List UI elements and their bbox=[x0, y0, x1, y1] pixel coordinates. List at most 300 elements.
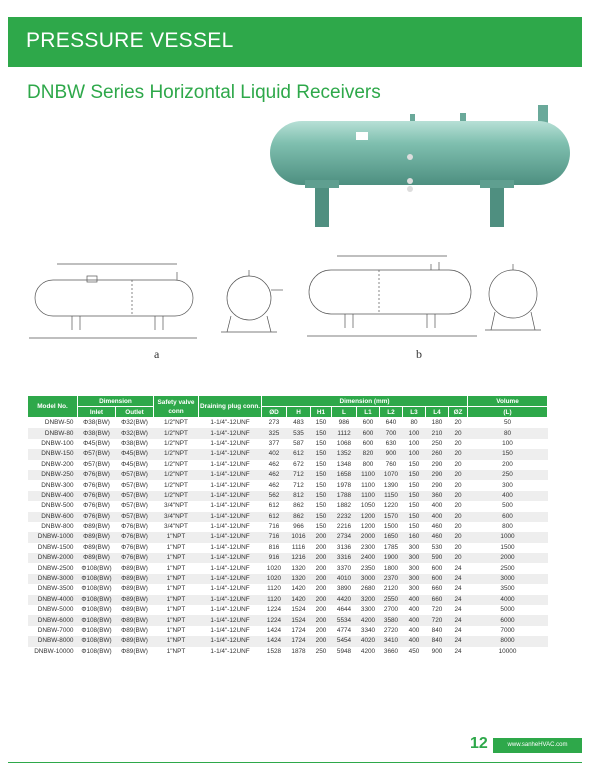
table-cell: 20 bbox=[449, 428, 468, 438]
table-cell: 1524 bbox=[291, 606, 306, 614]
table-cell: 5000 bbox=[500, 606, 515, 614]
header-safety-valve: Safety valve conn bbox=[154, 396, 199, 418]
table-cell: 1050 bbox=[360, 502, 376, 510]
table-cell: 150 bbox=[408, 460, 420, 468]
table-cell: 1"NPT bbox=[154, 636, 199, 646]
table-cell: 612 bbox=[287, 449, 311, 459]
table-cell: 3410 bbox=[380, 636, 403, 646]
table-cell: 1-1/4"-12UNF bbox=[210, 439, 250, 447]
table-cell: 1/2"NPT bbox=[154, 428, 199, 438]
table-row bbox=[28, 460, 548, 470]
table-cell: 150 bbox=[468, 449, 548, 459]
table-cell: 160 bbox=[403, 532, 426, 542]
table-cell: 460 bbox=[431, 523, 443, 531]
table-cell: 3580 bbox=[380, 615, 403, 625]
table-cell: 1120 bbox=[267, 585, 281, 593]
table-cell: 1-1/4"-12UNF bbox=[199, 470, 262, 480]
table-cell: 1978 bbox=[336, 481, 352, 489]
table-cell: Φ89(BW) bbox=[121, 647, 148, 655]
table-cell: Φ57(BW) bbox=[121, 481, 148, 489]
table-cell: 300 bbox=[408, 564, 420, 572]
table-cell: 402 bbox=[262, 449, 287, 459]
model-cell: DNBW-200 bbox=[41, 460, 74, 468]
table-cell: 716 bbox=[268, 523, 280, 531]
table-cell: 2400 bbox=[357, 553, 380, 563]
table-cell: 1000 bbox=[468, 532, 548, 542]
table-cell: 200 bbox=[311, 595, 332, 605]
product-photo bbox=[250, 105, 580, 230]
table-cell: 1/2"NPT bbox=[154, 449, 199, 459]
table-cell: 720 bbox=[426, 615, 449, 625]
table-cell: Φ108(BW) bbox=[81, 585, 112, 593]
table-cell: 20 bbox=[449, 470, 468, 480]
table-row bbox=[28, 480, 548, 490]
table-cell: 1116 bbox=[291, 543, 306, 551]
table-cell: 812 bbox=[287, 491, 311, 501]
table-cell: 10000 bbox=[498, 647, 517, 655]
model-cell: DNBW-1500 bbox=[37, 543, 74, 551]
table-cell: Φ108(BW) bbox=[78, 574, 116, 584]
table-cell: 800 bbox=[502, 523, 513, 531]
header-l: L bbox=[332, 407, 357, 418]
table-cell: 600 bbox=[468, 512, 548, 522]
table-row bbox=[28, 563, 548, 573]
table-cell: 150 bbox=[311, 491, 332, 501]
header-dimension: Dimension bbox=[78, 396, 154, 407]
table-cell: 1320 bbox=[291, 564, 306, 572]
table-cell: 1"NPT bbox=[166, 543, 186, 551]
table-cell: 24 bbox=[454, 564, 462, 572]
table-cell: 1200 bbox=[360, 523, 376, 531]
figure-label-b: b bbox=[416, 347, 422, 361]
table-cell: 300 bbox=[502, 481, 513, 489]
table-cell: Φ45(BW) bbox=[121, 460, 148, 468]
table-cell: 600 bbox=[362, 419, 374, 427]
table-cell: Φ38(BW) bbox=[78, 428, 116, 438]
table-cell: 1-1/4"-12UNF bbox=[199, 449, 262, 459]
table-cell: 462 bbox=[268, 460, 280, 468]
table-cell: Φ38(BW) bbox=[121, 439, 148, 447]
table-cell: 2216 bbox=[336, 523, 352, 531]
table-cell: 4200 bbox=[357, 615, 380, 625]
table-cell: 300 bbox=[408, 585, 420, 593]
table-cell: 1390 bbox=[383, 481, 399, 489]
table-row bbox=[28, 449, 548, 459]
table-cell: 720 bbox=[431, 606, 443, 614]
table-cell: 590 bbox=[426, 553, 449, 563]
table-cell: 916 bbox=[262, 553, 287, 563]
model-cell: DNBW-6000 bbox=[28, 615, 78, 625]
table-cell: 530 bbox=[431, 543, 443, 551]
table-cell: 1"NPT bbox=[166, 606, 186, 614]
model-cell: DNBW-3000 bbox=[28, 574, 78, 584]
table-cell: 5534 bbox=[332, 615, 357, 625]
table-cell: 820 bbox=[357, 449, 380, 459]
table-cell: 1658 bbox=[332, 470, 357, 480]
header-h1: H1 bbox=[311, 407, 332, 418]
table-row bbox=[28, 605, 548, 615]
table-cell: Φ76(BW) bbox=[116, 532, 154, 542]
model-cell: DNBW-10000 bbox=[34, 647, 74, 655]
table-cell: 20 bbox=[454, 481, 462, 489]
table-cell: 1524 bbox=[287, 615, 311, 625]
table-cell: 400 bbox=[403, 595, 426, 605]
table-cell: 3/4"NPT bbox=[164, 502, 188, 510]
table-cell: 1150 bbox=[380, 491, 403, 501]
table-cell: 50 bbox=[503, 419, 512, 427]
header-volume-unit: (L) bbox=[468, 407, 548, 418]
table-cell: 360 bbox=[426, 491, 449, 501]
table-cell: 1"NPT bbox=[154, 532, 199, 542]
table-cell: 260 bbox=[426, 449, 449, 459]
table-row bbox=[28, 512, 548, 522]
table-cell: 5948 bbox=[336, 647, 352, 655]
table-cell: 1100 bbox=[357, 470, 380, 480]
table-row bbox=[28, 439, 548, 449]
table-cell: 100 bbox=[408, 439, 420, 447]
table-cell: Φ89(BW) bbox=[121, 627, 148, 634]
table-cell: Φ38(BW) bbox=[83, 419, 110, 427]
table-cell: 1570 bbox=[380, 512, 403, 522]
table-cell: 1120 bbox=[262, 595, 287, 605]
table-cell: 100 bbox=[403, 449, 426, 459]
table-cell: Φ45(BW) bbox=[116, 449, 154, 459]
specification-table bbox=[27, 395, 548, 657]
table-cell: 562 bbox=[262, 491, 287, 501]
table-cell: Φ76(BW) bbox=[78, 512, 116, 522]
table-cell: 1100 bbox=[357, 491, 380, 501]
table-cell: 377 bbox=[268, 439, 280, 447]
table-cell: 250 bbox=[468, 470, 548, 480]
table-cell: 250 bbox=[431, 439, 443, 447]
table-cell: Φ89(BW) bbox=[78, 553, 116, 563]
table-cell: 200 bbox=[311, 532, 332, 542]
table-cell: 1-1/4"-12UNF bbox=[210, 481, 250, 489]
table-cell: 150 bbox=[408, 481, 420, 489]
table-cell: 1-1/4"-12UNF bbox=[210, 523, 250, 531]
table-cell: 2550 bbox=[380, 595, 403, 605]
table-cell: 4200 bbox=[360, 647, 376, 655]
table-cell: 1/2"NPT bbox=[164, 439, 188, 447]
table-cell: 300 bbox=[403, 574, 426, 584]
table-cell: 862 bbox=[293, 502, 304, 510]
table-cell: 150 bbox=[315, 481, 327, 489]
table-cell: 290 bbox=[426, 470, 449, 480]
table-cell: Φ108(BW) bbox=[78, 636, 116, 646]
table-cell: 5454 bbox=[332, 636, 357, 646]
table-cell: 1/2"NPT bbox=[164, 460, 188, 468]
table-cell: 80 bbox=[468, 428, 548, 438]
table-cell: 150 bbox=[315, 523, 327, 531]
table-cell: 1788 bbox=[332, 491, 357, 501]
table-cell: 4644 bbox=[336, 606, 352, 614]
table-cell: 600 bbox=[357, 428, 380, 438]
table-cell: 20 bbox=[449, 532, 468, 542]
table-cell: 200 bbox=[311, 553, 332, 563]
table-cell: Φ89(BW) bbox=[116, 615, 154, 625]
page-title: PRESSURE VESSEL bbox=[26, 29, 234, 52]
table-cell: 1882 bbox=[336, 502, 352, 510]
table-cell: 535 bbox=[287, 428, 311, 438]
table-cell: 100 bbox=[403, 428, 426, 438]
table-cell: 1900 bbox=[380, 553, 403, 563]
table-cell: 640 bbox=[385, 419, 397, 427]
table-cell: 1420 bbox=[287, 595, 311, 605]
table-cell: 1216 bbox=[287, 553, 311, 563]
table-cell: 250 bbox=[315, 647, 327, 655]
table-cell: 3/4"NPT bbox=[164, 523, 188, 531]
table-row bbox=[28, 553, 548, 563]
table-cell: 460 bbox=[426, 532, 449, 542]
table-cell: 500 bbox=[502, 502, 513, 510]
table-cell: Φ108(BW) bbox=[81, 647, 112, 655]
table-cell: 1800 bbox=[383, 564, 399, 572]
header-model: Model No. bbox=[28, 396, 78, 418]
table-cell: 1224 bbox=[262, 615, 287, 625]
table-cell: 1-1/4"-12UNF bbox=[210, 647, 250, 655]
table-cell: 1/2"NPT bbox=[154, 491, 199, 501]
table-cell: 1"NPT bbox=[166, 627, 186, 634]
table-cell: 716 bbox=[262, 532, 287, 542]
table-cell: 20 bbox=[454, 523, 462, 531]
table-row bbox=[28, 470, 548, 480]
table-cell: 1070 bbox=[380, 470, 403, 480]
table-cell: 1"NPT bbox=[154, 615, 199, 625]
model-cell: DNBW-300 bbox=[41, 481, 74, 489]
table-cell: 1500 bbox=[500, 543, 515, 551]
table-cell: 986 bbox=[338, 419, 350, 427]
header-volume: Volume bbox=[468, 396, 548, 407]
table-cell: 200 bbox=[311, 574, 332, 584]
table-cell: 150 bbox=[403, 491, 426, 501]
table-cell: Φ57(BW) bbox=[116, 512, 154, 522]
footer-rule bbox=[8, 762, 582, 763]
table-cell: 150 bbox=[403, 512, 426, 522]
table-cell: 200 bbox=[311, 615, 332, 625]
table-row bbox=[28, 647, 548, 657]
table-cell: 1"NPT bbox=[154, 595, 199, 605]
table-cell: 150 bbox=[311, 470, 332, 480]
table-cell: 6000 bbox=[468, 615, 548, 625]
table-cell: 800 bbox=[362, 460, 374, 468]
table-cell: 1650 bbox=[380, 532, 403, 542]
table-cell: Φ57(BW) bbox=[83, 460, 110, 468]
header-h: H bbox=[287, 407, 311, 418]
table-row bbox=[28, 501, 548, 511]
table-cell: 20 bbox=[449, 449, 468, 459]
model-cell: DNBW-80 bbox=[28, 428, 78, 438]
table-cell: Φ57(BW) bbox=[116, 491, 154, 501]
table-cell: 1-1/4"-12UNF bbox=[199, 553, 262, 563]
table-cell: 1-1/4"-12UNF bbox=[210, 585, 250, 593]
table-cell: 300 bbox=[403, 553, 426, 563]
table-cell: 1528 bbox=[266, 647, 282, 655]
model-cell: DNBW-800 bbox=[41, 523, 74, 531]
table-cell: 210 bbox=[426, 428, 449, 438]
table-cell: 2700 bbox=[383, 606, 399, 614]
table-cell: 273 bbox=[268, 419, 280, 427]
table-cell: 150 bbox=[315, 460, 327, 468]
table-cell: 24 bbox=[449, 636, 468, 646]
table-cell: 24 bbox=[449, 615, 468, 625]
table-cell: 1500 bbox=[383, 523, 399, 531]
table-cell: 600 bbox=[362, 439, 374, 447]
table-cell: 80 bbox=[410, 419, 418, 427]
table-cell: Φ108(BW) bbox=[78, 615, 116, 625]
table-cell: 612 bbox=[262, 512, 287, 522]
page-number: 12 bbox=[470, 735, 488, 752]
table-row bbox=[28, 574, 548, 584]
model-cell: DNBW-600 bbox=[28, 512, 78, 522]
table-cell: 1352 bbox=[332, 449, 357, 459]
table-cell: 400 bbox=[431, 502, 443, 510]
table-cell: 630 bbox=[385, 439, 397, 447]
table-cell: 20 bbox=[449, 491, 468, 501]
table-cell: 3316 bbox=[332, 553, 357, 563]
table-cell: 862 bbox=[287, 512, 311, 522]
table-cell: 200 bbox=[315, 627, 327, 634]
table-row bbox=[28, 522, 548, 532]
header-dimension-mm: Dimension (mm) bbox=[262, 396, 468, 407]
table-cell: 1-1/4"-12UNF bbox=[199, 595, 262, 605]
table-cell: 200 bbox=[502, 460, 513, 468]
table-cell: 1424 bbox=[266, 627, 282, 634]
table-cell: 3500 bbox=[500, 585, 515, 593]
table-cell: 587 bbox=[293, 439, 304, 447]
table-cell: 1-1/4"-12UNF bbox=[199, 512, 262, 522]
table-cell: 3890 bbox=[336, 585, 352, 593]
table-cell: 1-1/4"-12UNF bbox=[210, 543, 250, 551]
table-cell: 180 bbox=[431, 419, 443, 427]
table-row bbox=[28, 428, 548, 438]
table-cell: 1878 bbox=[291, 647, 306, 655]
table-cell: Φ57(BW) bbox=[78, 449, 116, 459]
table-cell: 7000 bbox=[500, 627, 515, 634]
table-cell: Φ108(BW) bbox=[81, 627, 112, 634]
table-cell: Φ89(BW) bbox=[121, 606, 148, 614]
table-cell: Φ32(BW) bbox=[116, 428, 154, 438]
header-l2: L2 bbox=[380, 407, 403, 418]
table-cell: Φ108(BW) bbox=[78, 595, 116, 605]
table-cell: 150 bbox=[403, 470, 426, 480]
header-od: ØD bbox=[262, 407, 287, 418]
table-header-row bbox=[28, 396, 548, 407]
table-cell: Φ89(BW) bbox=[116, 574, 154, 584]
table-row bbox=[28, 543, 548, 553]
table-cell: 600 bbox=[426, 574, 449, 584]
table-cell: 400 bbox=[426, 512, 449, 522]
table-cell: 1-1/4"-12UNF bbox=[210, 564, 250, 572]
table-cell: 1068 bbox=[336, 439, 352, 447]
header-l1: L1 bbox=[357, 407, 380, 418]
table-cell: 760 bbox=[385, 460, 397, 468]
table-cell: 20 bbox=[454, 419, 462, 427]
model-cell: DNBW-2000 bbox=[28, 553, 78, 563]
table-cell: 660 bbox=[431, 585, 443, 593]
table-cell: 816 bbox=[268, 543, 280, 551]
table-cell: 1-1/4"-12UNF bbox=[199, 428, 262, 438]
table-cell: 483 bbox=[293, 419, 304, 427]
table-row bbox=[28, 584, 548, 594]
table-cell: 24 bbox=[449, 574, 468, 584]
table-cell: 712 bbox=[287, 470, 311, 480]
table-cell: 1/2"NPT bbox=[164, 419, 188, 427]
table-cell: 150 bbox=[315, 439, 327, 447]
table-cell: 2500 bbox=[500, 564, 515, 572]
table-cell: 2734 bbox=[332, 532, 357, 542]
table-cell: 20 bbox=[454, 460, 462, 468]
table-cell: 150 bbox=[311, 512, 332, 522]
table-cell: Φ89(BW) bbox=[83, 543, 110, 551]
table-cell: 150 bbox=[315, 502, 327, 510]
table-cell: 1-1/4"-12UNF bbox=[199, 636, 262, 646]
table-cell: 400 bbox=[403, 615, 426, 625]
table-cell: 1224 bbox=[266, 606, 282, 614]
table-cell: 150 bbox=[311, 449, 332, 459]
table-cell: 1-1/4"-12UNF bbox=[199, 615, 262, 625]
table-cell: 3340 bbox=[360, 627, 376, 634]
table-cell: 300 bbox=[408, 543, 420, 551]
table-cell: 20 bbox=[454, 439, 462, 447]
model-cell: DNBW-1000 bbox=[28, 532, 78, 542]
table-cell: 2232 bbox=[332, 512, 357, 522]
table-cell: 450 bbox=[408, 647, 420, 655]
table-cell: 290 bbox=[431, 481, 443, 489]
figure-label-a: a bbox=[154, 347, 160, 361]
table-cell: 24 bbox=[454, 606, 462, 614]
header-l4: L4 bbox=[426, 407, 449, 418]
table-cell: Φ89(BW) bbox=[116, 595, 154, 605]
table-cell: 1100 bbox=[361, 481, 375, 489]
table-cell: 4420 bbox=[332, 595, 357, 605]
table-cell: 1348 bbox=[336, 460, 352, 468]
model-cell: DNBW-5000 bbox=[37, 606, 74, 614]
table-cell: 1-1/4"-12UNF bbox=[199, 532, 262, 542]
table-cell: Φ76(BW) bbox=[121, 523, 148, 531]
table-cell: 200 bbox=[315, 585, 327, 593]
table-cell: 1-1/4"-12UNF bbox=[199, 574, 262, 584]
table-cell: 150 bbox=[315, 419, 327, 427]
table-cell: Φ89(BW) bbox=[116, 636, 154, 646]
header-l3: L3 bbox=[403, 407, 426, 418]
table-cell: 1/2"NPT bbox=[154, 470, 199, 480]
table-cell: 200 bbox=[315, 606, 327, 614]
table-row bbox=[28, 532, 548, 542]
table-cell: 20 bbox=[454, 502, 462, 510]
table-cell: Φ89(BW) bbox=[121, 564, 148, 572]
table-cell: 3/4"NPT bbox=[154, 512, 199, 522]
table-row bbox=[28, 615, 548, 625]
table-cell: 400 bbox=[408, 627, 420, 634]
table-cell: 4010 bbox=[332, 574, 357, 584]
table-cell: 100 bbox=[502, 439, 513, 447]
table-row bbox=[28, 595, 548, 605]
table-cell: 2720 bbox=[383, 627, 399, 634]
table-cell: 1"NPT bbox=[166, 564, 186, 572]
table-cell: 1-1/4"-12UNF bbox=[210, 606, 250, 614]
table-cell: 462 bbox=[262, 470, 287, 480]
model-cell: DNBW-3500 bbox=[37, 585, 74, 593]
table-cell: 1"NPT bbox=[154, 553, 199, 563]
table-row bbox=[28, 491, 548, 501]
table-cell: Φ76(BW) bbox=[78, 470, 116, 480]
table-cell: 900 bbox=[431, 647, 443, 655]
table-cell: Φ108(BW) bbox=[81, 564, 112, 572]
table-cell: 1424 bbox=[262, 636, 287, 646]
table-cell: 1020 bbox=[266, 564, 282, 572]
table-cell: 24 bbox=[454, 627, 462, 634]
table-cell: 150 bbox=[311, 428, 332, 438]
